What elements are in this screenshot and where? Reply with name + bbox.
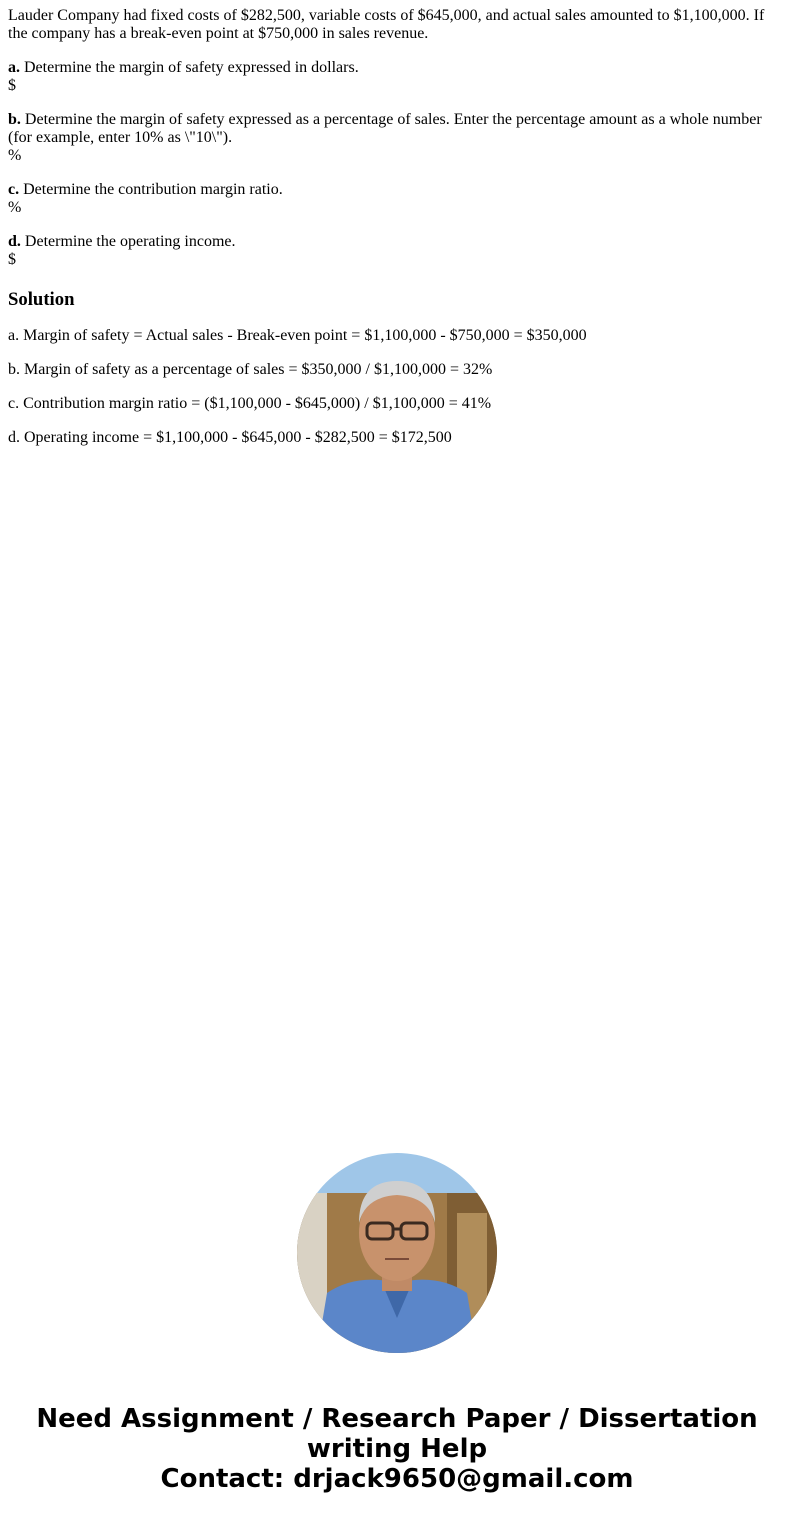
question-c-unit: % [8, 199, 22, 216]
question-b-unit: % [8, 147, 22, 164]
question-a-label: a. [8, 59, 20, 76]
solution-line-c: c. Contribution margin ratio = ($1,100,000 - $645,000) / $1,100,000 = 41% [8, 395, 492, 412]
question-a-unit: $ [8, 77, 16, 94]
question-a-text: Determine the margin of safety expressed in dollars. [20, 59, 359, 76]
question-d-text: Determine the operating income. [20, 233, 236, 250]
question-c [8, 181, 778, 217]
contact-banner [0, 1404, 794, 1494]
question-c-text: Determine the contribution margin ratio. [19, 181, 283, 198]
question-b-text: Determine the margin of safety expressed as a percentage of sales. Enter the percentage amount as a whole number (for example, enter 10% as \"10\"). [8, 111, 762, 146]
solution-line-b: b. Margin of safety as a percentage of sales = $350,000 / $1,100,000 = 32% [8, 361, 493, 378]
contact-banner-line-1: Need Assignment / Research Paper / Dissertation [36, 1404, 758, 1434]
question-a [8, 59, 778, 95]
question-b-label: b. [8, 111, 21, 128]
author-portrait-image [297, 1153, 497, 1353]
solution-line-d: d. Operating income = $1,100,000 - $645,000 - $282,500 = $172,500 [8, 429, 452, 446]
author-avatar [297, 1153, 497, 1353]
question-d-label: d. [8, 233, 21, 250]
question-d-unit: $ [8, 251, 16, 268]
question-c-label: c. [8, 181, 20, 198]
solution-line-a: a. Margin of safety = Actual sales - Break-even point = $1,100,000 - $750,000 = $350,000 [8, 327, 587, 344]
contact-banner-line-2: writing Help [306, 1434, 488, 1464]
problem-intro: Lauder Company had fixed costs of $282,500, variable costs of $645,000, and actual sales amounted to $1,100,000. If the company has a break-even point at $750,000 in sales revenue. [8, 7, 765, 42]
document-body [8, 7, 778, 463]
contact-email: Contact: drjack9650@gmail.com [160, 1464, 634, 1494]
question-d [8, 233, 778, 269]
solution-heading: Solution [8, 289, 75, 310]
question-b [8, 111, 778, 165]
